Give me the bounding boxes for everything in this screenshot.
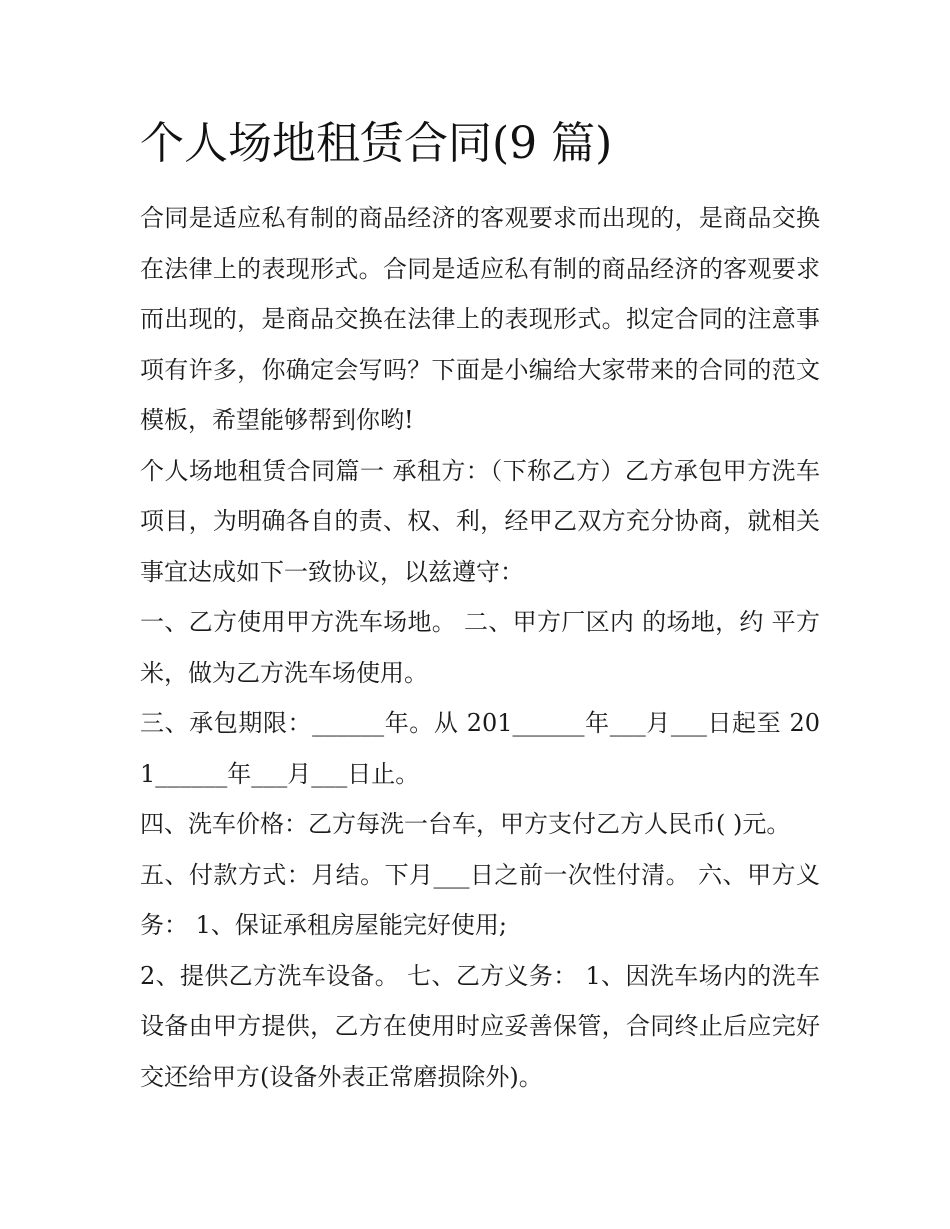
paragraph-clause-5-6: 五、付款方式：月结。下月___日之前一次性付清。 六、甲方义务： 1、保证承租房屋能完好使用;	[140, 860, 820, 939]
paragraph-clause-7: 2、提供乙方洗车设备。 七、乙方义务： 1、因洗车场内的洗车设备由甲方提供，乙方在使用时应妥善保管，合同终止后应完好交还给甲方(设备外表正常磨损除外)。	[140, 961, 820, 1091]
paragraph-intro: 合同是适应私有制的商品经济的客观要求而出现的，是商品交换在法律上的表现形式。合同是适应私有制的商品经济的客观要求而出现的，是商品交换在法律上的表现形式。拟定合同的注意事项有许多，你确定会写吗？下面是小编给大家带来的合同的范文模板，希望能够帮到你哟!	[140, 204, 820, 434]
paragraph-clause-1-2: 一、乙方使用甲方洗车场地。 二、甲方厂区内 的场地，约 平方米，做为乙方洗车场使用。	[140, 608, 820, 687]
document-page	[140, 112, 820, 1102]
paragraph-clause-3-term: 三、承包期限：______年。从 201______年___月___日起至 201______年___月___日止。	[140, 709, 820, 788]
document-title: 个人场地租赁合同(9 篇)	[140, 118, 613, 169]
paragraph-clause-4-price: 四、洗车价格：乙方每洗一台车，甲方支付乙方人民币( )元。	[140, 810, 791, 838]
paragraph-contract-part-one: 个人场地租赁合同篇一 承租方：（下称乙方）乙方承包甲方洗车项目，为明确各自的责、权、利，经甲乙双方充分协商，就相关事宜达成如下一致协议，以兹遵守：	[140, 456, 820, 586]
